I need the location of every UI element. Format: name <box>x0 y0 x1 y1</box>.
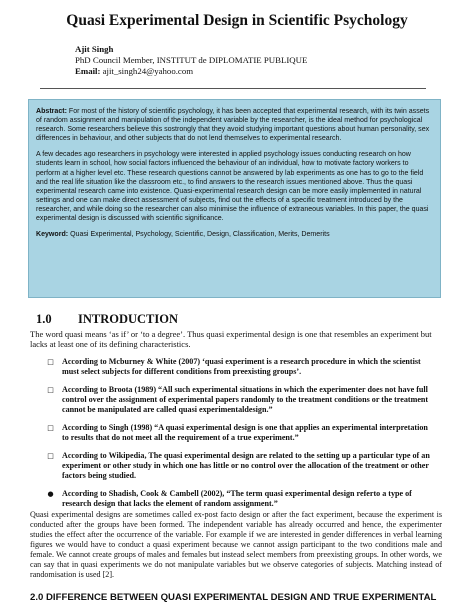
section-1-number: 1.0 <box>36 312 52 326</box>
list-item <box>46 489 432 509</box>
keywords-text: Quasi Experimental, Psychology, Scientific, Design, Classification, Merits, Demerits <box>70 231 330 239</box>
checkbox-bullet-icon: □ <box>47 386 54 394</box>
section-2-heading: 2.0 DIFFERENCE BETWEEN QUASI EXPERIMENTAL DESIGN AND TRUE EXPERIMENTAL <box>30 592 437 603</box>
definition-text: According to Shadish, Cook & Cambell (2002), “The term quasi experimental design referto a type of research design that lacks the element of random assignment.” <box>62 489 412 508</box>
list-item <box>46 451 432 481</box>
abstract-label: Abstract: <box>36 108 67 115</box>
author-affiliation: PhD Council Member, INSTITUT de DIPLOMATIE PUBLIQUE <box>75 55 308 65</box>
definition-text: According to Broota (1989) “All such experimental situations in which the experimenter does not have full control over the assignment of experimental papers randomly to the treatment conditions or the treatment cannot be manipulated are called quasi experimentaldesign.” <box>62 385 429 414</box>
list-item <box>46 423 432 443</box>
dot-bullet-icon: ● <box>47 490 54 498</box>
checkbox-bullet-icon: □ <box>47 452 54 460</box>
list-item <box>46 385 432 415</box>
section-1-heading <box>36 312 178 327</box>
abstract-box <box>28 99 441 298</box>
abstract-paragraph-2: A few decades ago researchers in psychology were interested in applied psychology issues conducting research on how students learn in school, how social factors influenced the behaviour of an individual, how to motivate factory workers to perform at a higher level etc. These research questions cannot be answered by lab experiments as one has to go to the field and the real life situation like the classroom etc., to find answers to the research issues mentioned above. Thus the quasi experimental research came into existence. Quasi-experimental research design can be more easily implemented in natural settings and one can make direct assessment of subjects, find out the effects of a specific treatment introduced by the researcher, and while doing so the researcher can also minimise the influence of extraneous variables. In this paper, the quasi experimental design is discussed with scientific significance. <box>36 151 429 223</box>
body-paragraph: Quasi experimental designs are sometimes called ex-post facto design or after the fact experiment, because the experiment is conducted after the groups have been formed. The independent variable has already occurred and hence, the experimenter studies the effect after the occurrence of the variable. For example if we are interested in gender differences in verbal learning figures we would have to conduct a quasi experiment because we cannot assign participant to the two conditions male and female. We cannot create groups of males and females but instead select members from preexisting groups. In other words, we can say that in quasi experiments we do not manipulate variables but we observe categories of subjects. Matching instead of randomisation is used [2]. <box>30 510 442 579</box>
intro-paragraph: The word quasi means ‘as if’ or ‘to a degree’. Thus quasi experimental design is one that resembles an experiment but lacks at least one of its defining characteristics. <box>30 329 432 349</box>
section-1-title: INTRODUCTION <box>78 312 179 326</box>
abstract-paragraph-1 <box>36 107 433 143</box>
paper-title: Quasi Experimental Design in Scientific Psychology <box>66 12 408 29</box>
email-value[interactable]: ajit_singh24@yahoo.com <box>102 66 194 76</box>
keywords <box>36 230 433 239</box>
author-block <box>75 44 307 77</box>
header-divider <box>40 88 426 89</box>
definition-text: According to Wikipedia, The quasi experimental design are related to the setting up a particular type of an experiment or other study in which one has little or no control over the allocation of the treatment or other factors being studied. <box>62 451 430 480</box>
definition-text: According to Mcburney & White (2007) ‘quasi experiment is a research procedure in which the scientist must select subjects for different conditions from preexisting groups’. <box>62 357 421 376</box>
list-item <box>46 357 432 377</box>
keywords-label: Keyword: <box>36 231 69 239</box>
author-email <box>75 66 307 77</box>
email-label: Email: <box>75 66 101 76</box>
abstract-text-1: For most of the history of scientific psychology, it has been accepted that experimental research, with its twin assets of random assignment and manipulation of the independent variable by the researcher, is the ideal method for psychological research. Some researchers believe this sostrongly that they avoid studying important questions about human personality, sex differences in behaviour, and other subjects that do not lend themselves to experimental research. <box>36 108 430 143</box>
definition-text: According to Singh (1998) “A quasi experimental design is one that applies an experimental interpretation to results that do not meet all the requirement of a true experiment.” <box>62 423 428 442</box>
definitions-list <box>46 357 432 517</box>
checkbox-bullet-icon: □ <box>47 424 54 432</box>
checkbox-bullet-icon: □ <box>47 358 54 366</box>
author-name: Ajit Singh <box>75 44 114 54</box>
